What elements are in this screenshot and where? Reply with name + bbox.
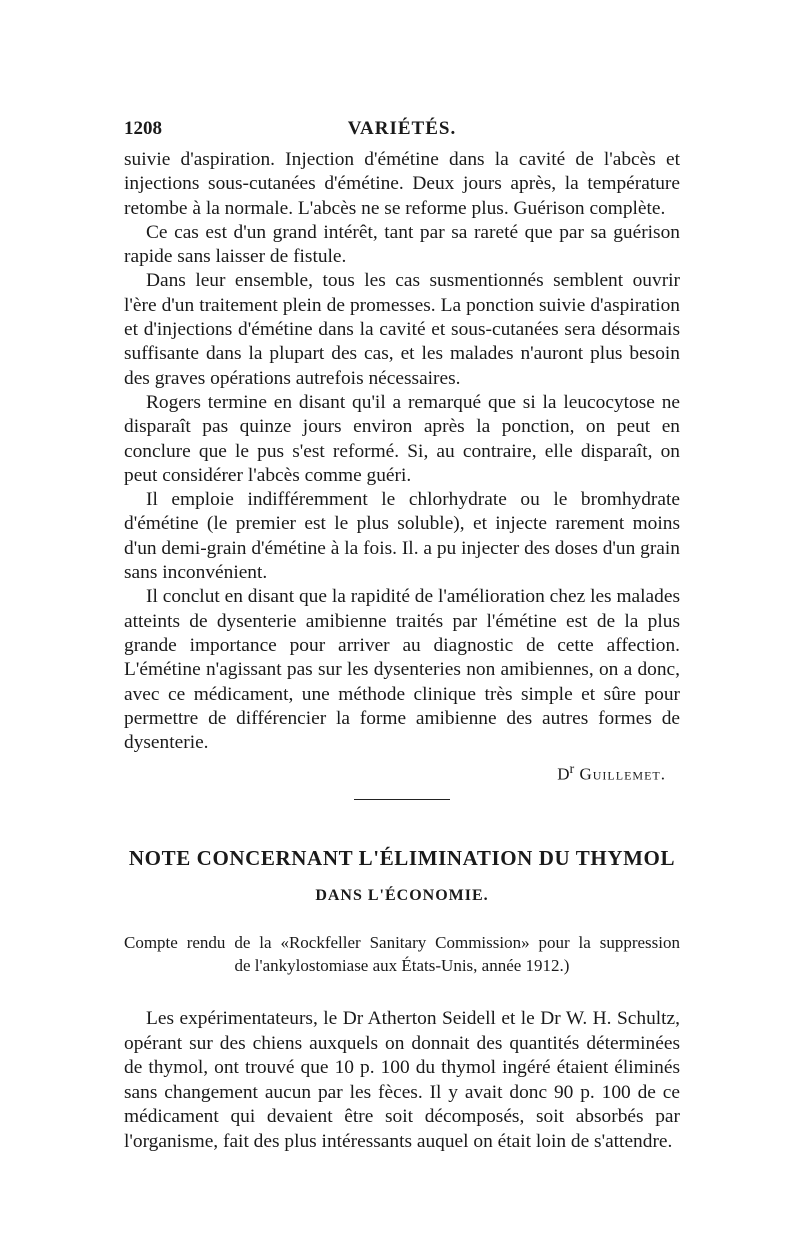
author-signature bbox=[124, 761, 680, 785]
source-note-line: Compte rendu de la «Rockfeller Sanitary Commission» pour la suppression bbox=[124, 933, 680, 953]
article-body-2 bbox=[124, 1007, 680, 1155]
paragraph: Les expérimentateurs, le Dr Atherton Seidell et le Dr W. H. Schultz, opérant sur des chiens auxquels on donnait des quantités déterminées de thymol, ont trouvé que 10 p. 100 du thymol ingéré étaient éliminés sans changement aucun par les fèces. Il y avait donc 90 p. 100 de ce médicament qui devaient être soit décomposés, soit absorbés par l'organisme, fait des plus intéressants auquel on était loin de s'attendre. bbox=[124, 1008, 680, 1153]
paragraph: Rogers termine en disant qu'il a remarqué que si la leucocytose ne disparaît pas quinze jours environ après la ponction, on peut en conclure que le pus s'est reformé. Si, au contraire, elle disparaît, on peut considérer l'abcès comme guéri. bbox=[124, 391, 680, 486]
article-title: NOTE CONCERNANT L'ÉLIMINATION DU THYMOL bbox=[128, 846, 676, 871]
signature-sup: r bbox=[569, 761, 575, 778]
source-note-line: de l'ankylostomiase aux États-Unis, année 1912.) bbox=[234, 956, 570, 976]
paragraph: suivie d'aspiration. Injection d'émétine dans la cavité de l'abcès et injections sous-cutanées d'émétine. Deux jours après, la température retombe à la normale. L'abcès ne se reforme plus. Guérison complète. bbox=[124, 149, 680, 219]
paragraph: Il emploie indifféremment le chlorhydrate ou le bromhydrate d'émétine (le premier est le plus soluble), et injecte rarement moins d'un demi-grain d'émétine à la fois. Il. a pu injecter des doses d'un grain sans inconvénient. bbox=[124, 489, 680, 584]
paragraph: Ce cas est d'un grand intérêt, tant par sa rareté que par sa guérison rapide sans laisser de fistule. bbox=[124, 221, 680, 268]
paragraph: Il conclut en disant que la rapidité de l'amélioration chez les malades atteints de dysenterie amibienne traités par l'émétine est de la plus grande importance pour arriver au diagnostic de cette affection. L'émétine n'agissant pas sur les dysenteries non amibiennes, on a donc, avec ce médicament, une méthode clinique très simple et sûre pour permettre de différencier la forme amibienne des autres formes de dysenterie. bbox=[124, 586, 680, 754]
article-body bbox=[124, 148, 680, 755]
article-subtitle: DANS L'ÉCONOMIE. bbox=[315, 887, 489, 905]
section-divider bbox=[354, 799, 450, 800]
signature-prefix: D bbox=[557, 765, 570, 785]
running-head: VARIÉTÉS. bbox=[347, 118, 457, 139]
paragraph: Dans leur ensemble, tous les cas susmentionnés semblent ouvrir l'ère d'un traitement plein de promesses. La ponction suivie d'aspiration et d'injections d'émétine dans la cavité et sous-cutanées sera désormais suffisante dans la plupart des cas, et les malades n'auront plus besoin des graves opérations autrefois nécessaires. bbox=[124, 270, 680, 389]
source-note bbox=[124, 931, 680, 977]
book-page bbox=[124, 118, 680, 1155]
page-header bbox=[124, 118, 680, 148]
page-number: 1208 bbox=[124, 118, 162, 139]
signature-name: Guillemet. bbox=[574, 765, 666, 785]
